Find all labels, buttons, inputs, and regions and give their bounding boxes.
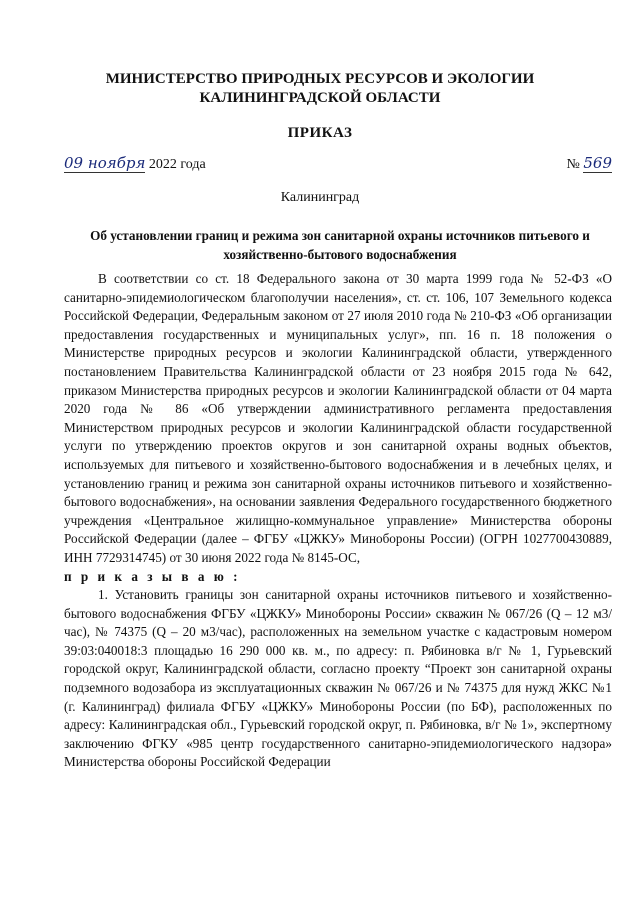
preamble-paragraph: В соответствии со ст. 18 Федерального закона от 30 марта 1999 года № 52-ФЗ «О санитарно-эпидемиологическом благополучии населения», ст. ст. 106, 107 Земельного кодекса Российской Федерации, Федеральным законом от 27 июля 2010 года № 210-ФЗ «Об организации предоставления государственных и муниципальных услуг», пп. 16 п. 18 положения о Министерстве природных ресурсов и экологии Калининградской области, утвержденного постановлением Правительства Калининградской области от 23 ноября 2015 года № 642, приказом Министерства природных ресурсов и экологии Калининградской области от 04 марта 2020 года № 86 «Об утверждении административного регламента предоставления Министерством природных ресурсов и экологии Калининградской области государственной услуги по утверждению проектов округов и зон санитарной охраны водных объектов, используемых для питьевого и хозяйственно-бытового водоснабжения и в лечебных целях, и установлению границ и режима зон санитарной охраны источников питьевого и хозяйственно-бытового водоснабжения», на основании заявления Федерального государственного бюджетного учреждения «Центральное жилищно-коммунальное управление» Министерства обороны Российской Федерации (далее – ФГБУ «ЦЖКУ» Минобороны России) (ОГРН 1027700430889, ИНН 7729314745) от 30 июня 2022 года № 8145-ОС, xyxy=(64,271,612,565)
order-word: п р и к а з ы в а ю : xyxy=(64,568,241,584)
dateline xyxy=(64,154,612,178)
order-subject: Об установлении границ и режима зон санитарной охраны источников питьевого и хозяйственно-бытового водоснабжения xyxy=(90,228,590,262)
ministry-name: МИНИСТЕРСТВО ПРИРОДНЫХ РЕСУРСОВ И ЭКОЛОГИИ КАЛИНИНГРАДСКОЙ ОБЛАСТИ xyxy=(105,71,535,106)
document-type: ПРИКАЗ xyxy=(287,125,353,141)
handwritten-date: 09 ноября xyxy=(64,154,146,172)
order-date xyxy=(64,154,206,173)
document-body xyxy=(64,270,612,772)
handwritten-number: 569 xyxy=(583,154,612,172)
order-year: 2022 года xyxy=(148,157,206,172)
order-number xyxy=(567,154,613,173)
item-1-paragraph: 1. Установить границы зон санитарной охраны источников питьевого и хозяйственно-бытового водоснабжения ФГБУ «ЦЖКУ» Минобороны России» скважин № 067/26 (Q – 12 м3/час), № 74375 (Q – 20 м3/час), расположенных на земельном участке с кадастровым номером 39:03:040018:3 площадью 16 290 000 кв. м., по адресу: п. Рябиновка в/г № 1, Гурьевский городской округ, Калининградской области, согласно проекту “Проект зон санитарной охраны подземного водозабора из эксплуатационных скважин № 067/26 и № 74375 для нужд ЖКС №1 (г. Калининград) филиала ФГБУ «ЦЖКУ» Минобороны России (по БФ), расположенных по адресу: Калининградская обл., Гурьевский городской округ, п. Рябиновка, в/г № 1», экспертному заключению ФГКУ «985 центр государственного санитарно-эпидемиологического надзора» Министерства обороны Российской Федерации xyxy=(64,587,612,770)
number-prefix: № xyxy=(566,157,580,172)
city-name: Калининград xyxy=(280,190,360,205)
